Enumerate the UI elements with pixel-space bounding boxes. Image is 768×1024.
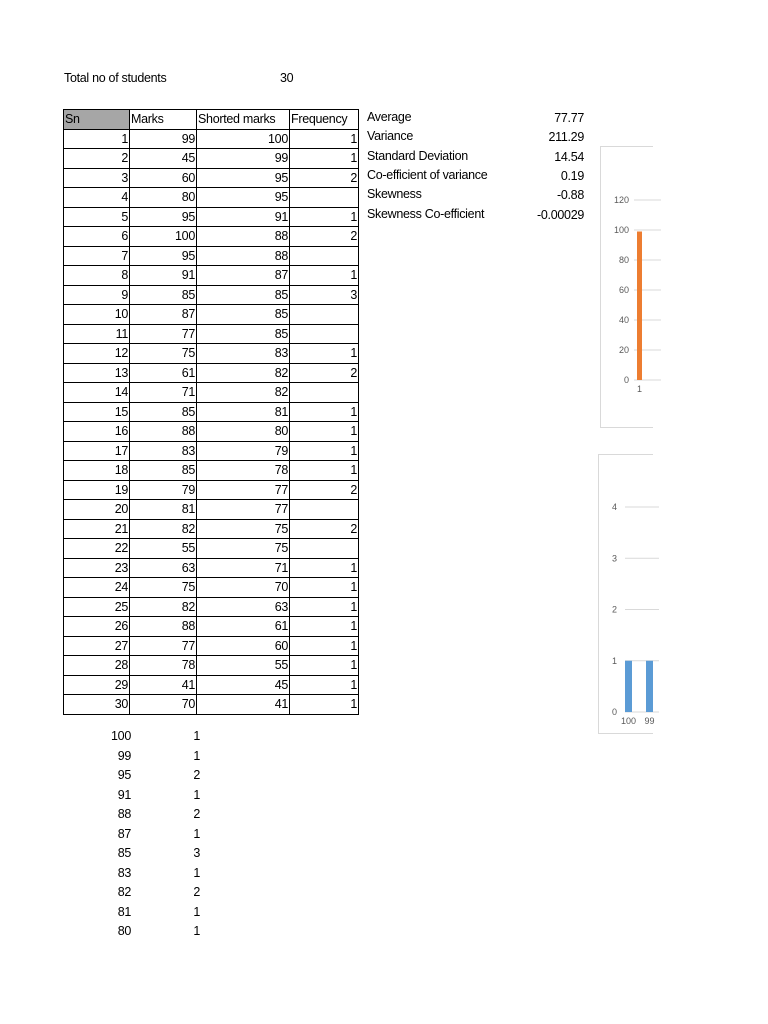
cell-marks[interactable]: 75 xyxy=(130,344,197,364)
cell-shorted-marks[interactable]: 63 xyxy=(197,597,290,617)
cell-sn[interactable]: 11 xyxy=(64,324,130,344)
cell-shorted-marks[interactable]: 85 xyxy=(197,285,290,305)
table-row xyxy=(64,675,359,695)
cell-frequency[interactable]: 1 xyxy=(290,695,359,715)
cell-marks[interactable]: 80 xyxy=(130,188,197,208)
cell-marks[interactable]: 55 xyxy=(130,539,197,559)
table-header-row xyxy=(64,110,359,130)
table-row xyxy=(64,656,359,676)
table-row xyxy=(64,246,359,266)
cell-marks[interactable]: 85 xyxy=(130,285,197,305)
cell-frequency[interactable]: 1 xyxy=(290,656,359,676)
table-row xyxy=(64,227,359,247)
cell-shorted-marks[interactable]: 82 xyxy=(197,383,290,403)
cell-shorted-marks[interactable]: 41 xyxy=(197,695,290,715)
cell-sn[interactable]: 16 xyxy=(64,422,130,442)
cell-sn[interactable]: 19 xyxy=(64,480,130,500)
cell-sn[interactable]: 3 xyxy=(64,168,130,188)
cell-sn[interactable]: 9 xyxy=(64,285,130,305)
table-row xyxy=(64,207,359,227)
y-tick-label: 40 xyxy=(618,315,629,325)
table-row xyxy=(64,636,359,656)
marks-chart-panel[interactable] xyxy=(600,146,653,428)
cell-shorted-marks[interactable]: 71 xyxy=(197,558,290,578)
stat-label: Skewness Co-efficient xyxy=(367,206,485,221)
cell-frequency[interactable]: 1 xyxy=(290,441,359,461)
cell-shorted-marks[interactable]: 95 xyxy=(197,188,290,208)
table-row xyxy=(64,402,359,422)
freq-list-mark: 99 xyxy=(117,748,131,763)
table-row xyxy=(64,480,359,500)
table-row xyxy=(64,168,359,188)
cell-shorted-marks[interactable]: 88 xyxy=(197,246,290,266)
x-tick-label: 99 xyxy=(644,716,655,726)
cell-shorted-marks[interactable]: 100 xyxy=(197,129,290,149)
freq-list-mark: 82 xyxy=(117,885,131,899)
cell-marks[interactable]: 100 xyxy=(130,227,197,247)
freq-list-mark: 81 xyxy=(117,904,131,919)
cell-marks[interactable]: 82 xyxy=(130,519,197,539)
cell-shorted-marks[interactable]: 61 xyxy=(197,617,290,637)
cell-frequency[interactable]: 1 xyxy=(290,675,359,695)
cell-marks[interactable]: 83 xyxy=(130,441,197,461)
y-tick-label: 80 xyxy=(618,255,629,265)
cell-shorted-marks[interactable]: 99 xyxy=(197,149,290,169)
table-row xyxy=(64,539,359,559)
y-tick-label: 3 xyxy=(611,553,617,564)
y-tick-label: 100 xyxy=(613,225,629,235)
y-tick-label: 1 xyxy=(611,655,617,666)
cell-shorted-marks[interactable]: 60 xyxy=(197,636,290,656)
table-row xyxy=(64,461,359,481)
marks-table xyxy=(63,109,359,715)
table-row xyxy=(64,519,359,539)
freq-list-mark: 95 xyxy=(117,768,131,782)
cell-shorted-marks[interactable]: 81 xyxy=(197,402,290,422)
cell-shorted-marks[interactable]: 83 xyxy=(197,344,290,364)
cell-sn[interactable]: 14 xyxy=(64,383,130,403)
cell-marks[interactable]: 70 xyxy=(130,695,197,715)
frequency-chart-panel[interactable] xyxy=(598,454,653,734)
marks-chart xyxy=(601,147,653,427)
cell-sn[interactable]: 26 xyxy=(64,617,130,637)
y-tick-label: 0 xyxy=(611,707,617,717)
freq-list-count: 1 xyxy=(193,748,200,763)
cell-sn[interactable]: 24 xyxy=(64,578,130,598)
header-marks[interactable]: Marks xyxy=(130,110,197,130)
cell-frequency[interactable]: 2 xyxy=(290,363,359,383)
table-row xyxy=(64,324,359,344)
chart-bar[interactable] xyxy=(646,661,653,712)
chart-bar[interactable] xyxy=(625,661,632,712)
cell-shorted-marks[interactable]: 78 xyxy=(197,461,290,481)
freq-list-count: 1 xyxy=(193,924,200,938)
cell-sn[interactable]: 7 xyxy=(64,246,130,266)
cell-frequency[interactable] xyxy=(290,500,359,520)
cell-frequency[interactable]: 1 xyxy=(290,617,359,637)
freq-list-count: 1 xyxy=(193,904,200,919)
table-row xyxy=(64,617,359,637)
stat-label: Variance xyxy=(367,129,414,144)
cell-frequency[interactable]: 3 xyxy=(290,285,359,305)
cell-marks[interactable]: 99 xyxy=(130,129,197,149)
cell-shorted-marks[interactable]: 95 xyxy=(197,168,290,188)
y-tick-label: 4 xyxy=(611,502,617,512)
freq-list-count: 1 xyxy=(193,787,200,802)
y-tick-label: 0 xyxy=(623,375,629,385)
cell-sn[interactable]: 18 xyxy=(64,461,130,481)
cell-frequency[interactable]: 1 xyxy=(290,402,359,422)
cell-marks[interactable]: 87 xyxy=(130,305,197,325)
freq-list-count: 2 xyxy=(193,807,200,821)
cell-sn[interactable]: 25 xyxy=(64,597,130,617)
table-row xyxy=(64,422,359,442)
cell-shorted-marks[interactable]: 70 xyxy=(197,578,290,598)
table-row xyxy=(64,558,359,578)
cell-sn[interactable]: 8 xyxy=(64,266,130,286)
stat-value: -0.00029 xyxy=(537,207,584,222)
table-row xyxy=(64,285,359,305)
cell-sn[interactable]: 22 xyxy=(64,539,130,559)
x-tick-label: 1 xyxy=(636,384,643,394)
cell-sn[interactable]: 27 xyxy=(64,636,130,656)
cell-sn[interactable]: 12 xyxy=(64,344,130,364)
table-row xyxy=(64,441,359,461)
cell-shorted-marks[interactable]: 55 xyxy=(197,656,290,676)
stat-label: Co-efficient of variance xyxy=(367,167,488,182)
cell-frequency[interactable]: 2 xyxy=(290,480,359,500)
cell-frequency[interactable] xyxy=(290,305,359,325)
cell-frequency[interactable]: 1 xyxy=(290,461,359,481)
table-row xyxy=(64,305,359,325)
stat-value: 14.54 xyxy=(554,149,584,164)
cell-shorted-marks[interactable]: 77 xyxy=(197,500,290,520)
cell-shorted-marks[interactable]: 79 xyxy=(197,441,290,461)
freq-list-mark: 83 xyxy=(117,865,131,880)
freq-list-mark: 80 xyxy=(117,924,131,938)
cell-sn[interactable]: 1 xyxy=(64,129,130,149)
y-tick-label: 60 xyxy=(618,285,629,295)
freq-list-mark: 85 xyxy=(117,846,131,860)
freq-list-count: 1 xyxy=(193,729,200,743)
cell-frequency[interactable] xyxy=(290,383,359,403)
cell-shorted-marks[interactable]: 80 xyxy=(197,422,290,442)
cell-sn[interactable]: 28 xyxy=(64,656,130,676)
cell-shorted-marks[interactable]: 85 xyxy=(197,305,290,325)
freq-list-mark: 100 xyxy=(111,729,131,743)
cell-marks[interactable]: 78 xyxy=(130,656,197,676)
cell-sn[interactable]: 10 xyxy=(64,305,130,325)
cell-frequency[interactable]: 1 xyxy=(290,422,359,442)
freq-list-count: 1 xyxy=(193,826,200,841)
table-row xyxy=(64,695,359,715)
cell-sn[interactable]: 13 xyxy=(64,363,130,383)
freq-list-count: 2 xyxy=(193,885,200,899)
cell-frequency[interactable]: 2 xyxy=(290,227,359,247)
cell-frequency[interactable]: 1 xyxy=(290,344,359,364)
cell-frequency[interactable]: 2 xyxy=(290,519,359,539)
freq-list-mark: 87 xyxy=(117,826,131,841)
cell-marks[interactable]: 81 xyxy=(130,500,197,520)
cell-shorted-marks[interactable]: 77 xyxy=(197,480,290,500)
y-tick-label: 120 xyxy=(613,195,629,205)
stat-value: 77.77 xyxy=(554,111,584,125)
cell-marks[interactable]: 45 xyxy=(130,149,197,169)
cell-shorted-marks[interactable]: 45 xyxy=(197,675,290,695)
stat-label: Skewness xyxy=(367,187,422,202)
table-row xyxy=(64,383,359,403)
cell-sn[interactable]: 2 xyxy=(64,149,130,169)
stat-value: -0.88 xyxy=(557,188,584,203)
cell-sn[interactable]: 29 xyxy=(64,675,130,695)
cell-shorted-marks[interactable]: 87 xyxy=(197,266,290,286)
cell-frequency[interactable] xyxy=(290,246,359,266)
y-tick-label: 2 xyxy=(611,604,617,615)
frequency-chart xyxy=(599,455,653,733)
cell-frequency[interactable]: 1 xyxy=(290,266,359,286)
cell-marks[interactable]: 60 xyxy=(130,168,197,188)
cell-marks[interactable]: 41 xyxy=(130,675,197,695)
stat-value: 211.29 xyxy=(548,130,584,145)
total-students-value: 30 xyxy=(280,71,294,85)
cell-frequency[interactable] xyxy=(290,324,359,344)
cell-marks[interactable]: 85 xyxy=(130,461,197,481)
stat-value: 0.19 xyxy=(560,168,584,183)
table-row xyxy=(64,266,359,286)
freq-list-count: 3 xyxy=(193,846,200,860)
stat-label: Average xyxy=(367,110,412,124)
cell-sn[interactable]: 20 xyxy=(64,500,130,520)
cell-marks[interactable]: 88 xyxy=(130,617,197,637)
header-sn[interactable]: Sn xyxy=(64,110,130,130)
cell-frequency[interactable]: 1 xyxy=(290,636,359,656)
cell-frequency[interactable] xyxy=(290,188,359,208)
cell-marks[interactable]: 77 xyxy=(130,324,197,344)
cell-marks[interactable]: 95 xyxy=(130,246,197,266)
table-row xyxy=(64,363,359,383)
cell-shorted-marks[interactable]: 88 xyxy=(197,227,290,247)
cell-marks[interactable]: 77 xyxy=(130,636,197,656)
freq-list-count: 1 xyxy=(193,865,200,880)
cell-frequency[interactable]: 1 xyxy=(290,578,359,598)
cell-marks[interactable]: 61 xyxy=(130,363,197,383)
cell-marks[interactable]: 91 xyxy=(130,266,197,286)
y-tick-label: 20 xyxy=(618,345,629,355)
table-row xyxy=(64,597,359,617)
table-row xyxy=(64,500,359,520)
cell-sn[interactable]: 6 xyxy=(64,227,130,247)
cell-marks[interactable]: 75 xyxy=(130,578,197,598)
cell-shorted-marks[interactable]: 82 xyxy=(197,363,290,383)
cell-sn[interactable]: 17 xyxy=(64,441,130,461)
cell-sn[interactable]: 30 xyxy=(64,695,130,715)
cell-marks[interactable]: 63 xyxy=(130,558,197,578)
cell-marks[interactable]: 85 xyxy=(130,402,197,422)
cell-frequency[interactable] xyxy=(290,539,359,559)
cell-shorted-marks[interactable]: 85 xyxy=(197,324,290,344)
table-row xyxy=(64,149,359,169)
stat-label: Standard Deviation xyxy=(367,148,468,163)
cell-sn[interactable]: 15 xyxy=(64,402,130,422)
cell-shorted-marks[interactable]: 91 xyxy=(197,207,290,227)
table-row xyxy=(64,344,359,364)
cell-frequency[interactable]: 1 xyxy=(290,597,359,617)
cell-shorted-marks[interactable]: 75 xyxy=(197,519,290,539)
cell-sn[interactable]: 4 xyxy=(64,188,130,208)
cell-sn[interactable]: 21 xyxy=(64,519,130,539)
cell-marks[interactable]: 88 xyxy=(130,422,197,442)
x-tick-label: 100 xyxy=(620,716,637,726)
freq-list-mark: 88 xyxy=(117,807,131,821)
cell-frequency[interactable]: 1 xyxy=(290,149,359,169)
cell-marks[interactable]: 82 xyxy=(130,597,197,617)
freq-list-count: 2 xyxy=(193,768,200,782)
header-shorted-marks[interactable]: Shorted marks xyxy=(197,110,290,130)
table-row xyxy=(64,129,359,149)
cell-frequency[interactable]: 1 xyxy=(290,558,359,578)
chart-bar[interactable] xyxy=(637,232,642,381)
cell-marks[interactable]: 71 xyxy=(130,383,197,403)
header-frequency[interactable]: Frequency xyxy=(290,110,359,130)
freq-list-mark: 91 xyxy=(117,787,131,802)
cell-marks[interactable]: 95 xyxy=(130,207,197,227)
cell-frequency[interactable]: 1 xyxy=(290,129,359,149)
cell-frequency[interactable]: 2 xyxy=(290,168,359,188)
table-row xyxy=(64,578,359,598)
total-students-label: Total no of students xyxy=(64,71,167,85)
cell-shorted-marks[interactable]: 75 xyxy=(197,539,290,559)
cell-marks[interactable]: 79 xyxy=(130,480,197,500)
cell-sn[interactable]: 5 xyxy=(64,207,130,227)
table-row xyxy=(64,188,359,208)
cell-frequency[interactable]: 1 xyxy=(290,207,359,227)
cell-sn[interactable]: 23 xyxy=(64,558,130,578)
